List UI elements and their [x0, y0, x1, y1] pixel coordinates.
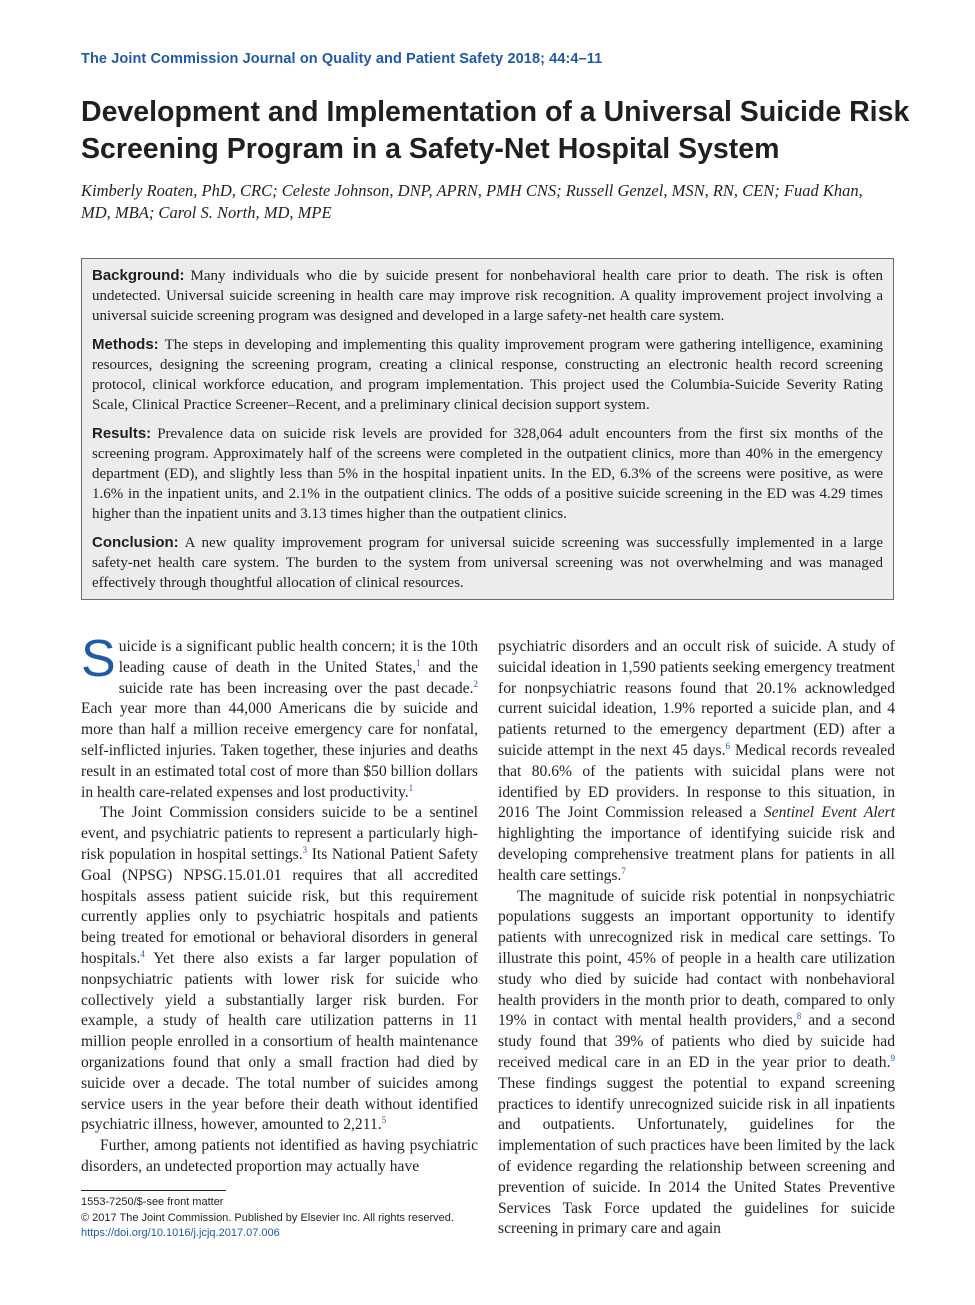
copyright-line: © 2017 The Joint Commission. Published by Elsevier Inc. All rights reserved. [81, 1211, 454, 1224]
body-paragraph: Further, among patients not identified as having psychiatric disorders, an undetected proportion may actually have [81, 1137, 478, 1175]
abstract-results-text: Prevalence data on suicide risk levels are provided for 328,064 adult encounters from the first six months of the screening program. Approximately half of the screens were completed in the outpatient clinics, more than 40% in the emergency department (ED), and slightly less than 5% in the hospital inpatient units. In the ED, 6.3% of the screens were positive, as were 1.6% in the inpatient units, and 2.1% in the outpatient clinics. The odds of a positive suicide screening in the ED was 4.29 times higher than the inpatient units and 3.13 times higher than the outpatient clinics. [92, 426, 883, 522]
body-paragraph [81, 630, 478, 803]
citation-link[interactable]: 1 [408, 782, 414, 793]
body-text: psychiatric disorders and an occult risk of suicide. A study of suicidal ideation in 1,590 patients seeking emergency treatment for nonpsychiatric reasons found that 20.1% acknowledged current suicidal ideation, 1.9% reported a suicide plan, and 4 patients returned to the emergency department (ED) after a suicide attempt in the next 45 days. [498, 638, 895, 759]
citation-link[interactable]: 4 [140, 948, 145, 959]
abstract-results-label: Results: [92, 425, 152, 442]
body-text: Each year more than 44,000 Americans die by suicide and more than half a million receive emergency care for nonfatal, self-inflicted injuries. Taken together, these injuries and deaths result in an estimated total cost of more than $50 billion dollars in health care-related expenses and lost productivity. [81, 700, 478, 801]
journal-header: The Joint Commission Journal on Quality and Patient Safety 2018; 44:4–11 [81, 51, 603, 67]
abstract-conclusion-text: A new quality improvement program for universal suicide screening was successfully implemented in a large safety-net health care system. The burden to the system from universal screening was not overwhelming and was managed effectively through thoughtful allocation of clinical resources. [92, 535, 883, 591]
abstract-methods [92, 335, 883, 415]
body-text: and a second study found that 39% of patients who died by suicide had received medical care in an ED in the year prior to death. [498, 1012, 895, 1071]
body-text: Yet there also exists a far larger population of nonpsychiatric patients with lower risk for suicide who collectively yield a substantially larger risk burden. For example, a study of health care utilization patterns in 11 million people enrolled in a consortium of health maintenance organizations found that only a small fraction had died by suicide over a decade. The total number of suicides among service users in the year before their death without identified psychiatric illness, however, amounted to 2,211. [81, 949, 478, 1134]
article-title: Development and Implementation of a Universal Suicide Risk Screening Program in a Safety-Net Hospital System [81, 96, 910, 165]
footer [81, 1195, 481, 1242]
body-text: uicide is a significant public health concern; it is the 10th leading cause of death in the United States, [118, 638, 478, 676]
body-column-left [81, 630, 478, 1178]
abstract-results [92, 424, 883, 524]
citation-link[interactable]: 9 [890, 1052, 895, 1063]
abstract-background [92, 266, 883, 326]
abstract-background-label: Background: [92, 267, 185, 284]
citation-link[interactable]: 1 [416, 657, 421, 668]
doi-link[interactable]: https://doi.org/10.1016/j.jcjq.2017.07.006 [81, 1227, 280, 1239]
citation-link[interactable]: 8 [796, 1011, 802, 1022]
alert-title: Sentinel Event Alert [763, 804, 895, 822]
citation-link[interactable]: 6 [725, 740, 730, 751]
abstract-conclusion-label: Conclusion: [92, 534, 179, 551]
body-text: The Joint Commission considers suicide to be a sentinel event, and psychiatric patients to represent a particularly high-risk population in hospital settings. [81, 804, 478, 863]
drop-cap: S [81, 630, 116, 688]
abstract-conclusion [92, 533, 883, 593]
citation-link[interactable]: 3 [302, 844, 308, 855]
abstract-methods-label: Methods: [92, 336, 159, 353]
author-list: Kimberly Roaten, PhD, CRC; Celeste Johnson, DNP, APRN, PMH CNS; Russell Genzel, MSN, RN, CEN; Fuad Khan, MD, MBA; Carol S. North, MD, MPE [81, 181, 863, 222]
body-text: The magnitude of suicide risk potential in nonpsychiatric populations suggests an important opportunity to identify patients with unrecognized risk in medical care settings. To illustrate this point, 45% of people in a health care utilization study who died by suicide had contact with nonbehavioral health providers in the month prior to death, compared to only 19% in contact with mental health providers, [498, 887, 895, 1030]
issn-line: 1553-7250/$-see front matter [81, 1196, 224, 1208]
abstract-background-text: Many individuals who die by suicide present for nonbehavioral health care prior to death. The risk is often undetected. Universal suicide screening in health care may improve risk recognition. A quality improvement project involving a universal suicide screening program was designed and developed in a large safety-net health care system. [92, 268, 883, 324]
body-column-right [498, 637, 895, 1240]
body-text: highlighting the importance of identifying suicide risk and developing comprehensive treatment plans for patients in all health care settings. [498, 825, 895, 884]
citation-link[interactable]: 7 [621, 865, 626, 876]
body-text: Its National Patient Safety Goal (NPSG) NPSG.15.01.01 requires that all accredited hospitals assess patient suicide risk, but this requirement currently applies only to psychiatric hospitals and patients being treated for emotional or behavioral disorders in general hospitals. [81, 845, 478, 967]
body-paragraph [498, 887, 895, 1241]
citation-link[interactable]: 2 [473, 678, 478, 689]
body-paragraph [81, 803, 478, 1136]
abstract-methods-text: The steps in developing and implementing this quality improvement program were gathering intelligence, examining resources, designing the screening program, creating a clinical response, constructing an electronic health record screening protocol, clinical workforce education, and program implementation. This project used the Columbia-Suicide Severity Rating Scale, Clinical Practice Screener–Recent, and a preliminary clinical decision support system. [92, 337, 883, 413]
body-paragraph [498, 637, 895, 887]
abstract-box [81, 258, 894, 600]
body-text: These findings suggest the potential to expand screening practices to identify unrecognized suicide risk in all inpatients and outpatients. Unfortunately, guidelines for the implementation of such practices have been limited by the lack of evidence regarding the relationship between screening and prevention of suicide. In 2014 the United States Preventive Services Task Force updated the guidelines for suicide screening in primary care and again [498, 1074, 895, 1238]
body-text: Medical records revealed that 80.6% of the patients with suicidal plans were not identified by ED providers. In response to this situation, in 2016 The Joint Commission released a [498, 741, 895, 822]
citation-link[interactable]: 5 [381, 1115, 387, 1126]
footer-divider [81, 1190, 226, 1191]
body-text: and the suicide rate has been increasing over the past decade. [118, 658, 478, 697]
